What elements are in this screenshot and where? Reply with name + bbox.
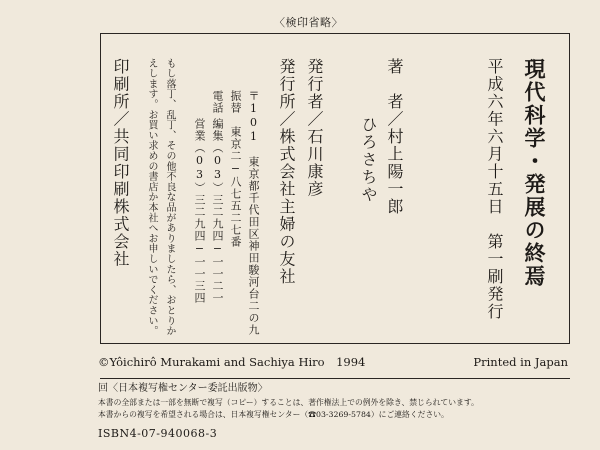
address-transfer: 振替 東京二−八七五二七番: [229, 90, 242, 248]
printed-in-japan: Printed in Japan: [473, 355, 568, 369]
return-notice-1: もし落丁、乱丁、その他不良な品がありましたら、おとりか: [164, 58, 175, 337]
copyright-divider: [100, 378, 570, 379]
frame-left-line: [100, 33, 101, 343]
author-credit: 著 者／村上陽一郎: [385, 58, 404, 216]
address-phone-editorial: 編集（03）三二九四−一一二一: [211, 118, 224, 304]
publisher-person: 発行者／石川康彦: [305, 58, 324, 198]
frame-right-line: [569, 33, 570, 343]
isbn: ISBN4-07-940068-3: [98, 427, 218, 440]
jrrc-label: 回〈日本複写権センター委託出版物〉: [98, 383, 268, 394]
printer-credit: 印刷所／共同印刷株式会社: [111, 58, 130, 268]
book-title: 現代科学・発展の終焉: [522, 58, 547, 288]
address-phone-label: 電話: [211, 90, 224, 114]
publication-date: 平成六年六月十五日 第一刷発行: [485, 58, 504, 321]
coauthor-credit: ひろさちや: [359, 116, 378, 204]
jrrc-notice-1: 本書の全部または一部を無断で複写（コピー）することは、著作権法上での例外を除き、禁じられています。: [98, 398, 479, 407]
copyright-line: [98, 357, 568, 369]
copyright-text: ©Yôichirô Murakami and Sachiya Hiro 1994: [98, 355, 366, 369]
jrrc-notice-2: 本書からの複写を希望される場合は、日本複写権センター（☎03-3269-5784）にご連絡ください。: [98, 410, 449, 419]
address-postal: 〒101 東京都千代田区神田駿河台二の九: [247, 90, 260, 336]
seal-omitted-note: 〈検印省略〉: [270, 14, 347, 30]
address-phone-sales: 営業（03）三二九四−一一三四: [193, 118, 206, 304]
frame-top-line: [100, 33, 570, 34]
frame-bottom-line: [100, 343, 570, 344]
return-notice-2: えします。お買い求めの書店か本社へお申しいでください。: [146, 58, 157, 337]
publisher-company: 発行所／株式会社主婦の友社: [277, 58, 296, 286]
